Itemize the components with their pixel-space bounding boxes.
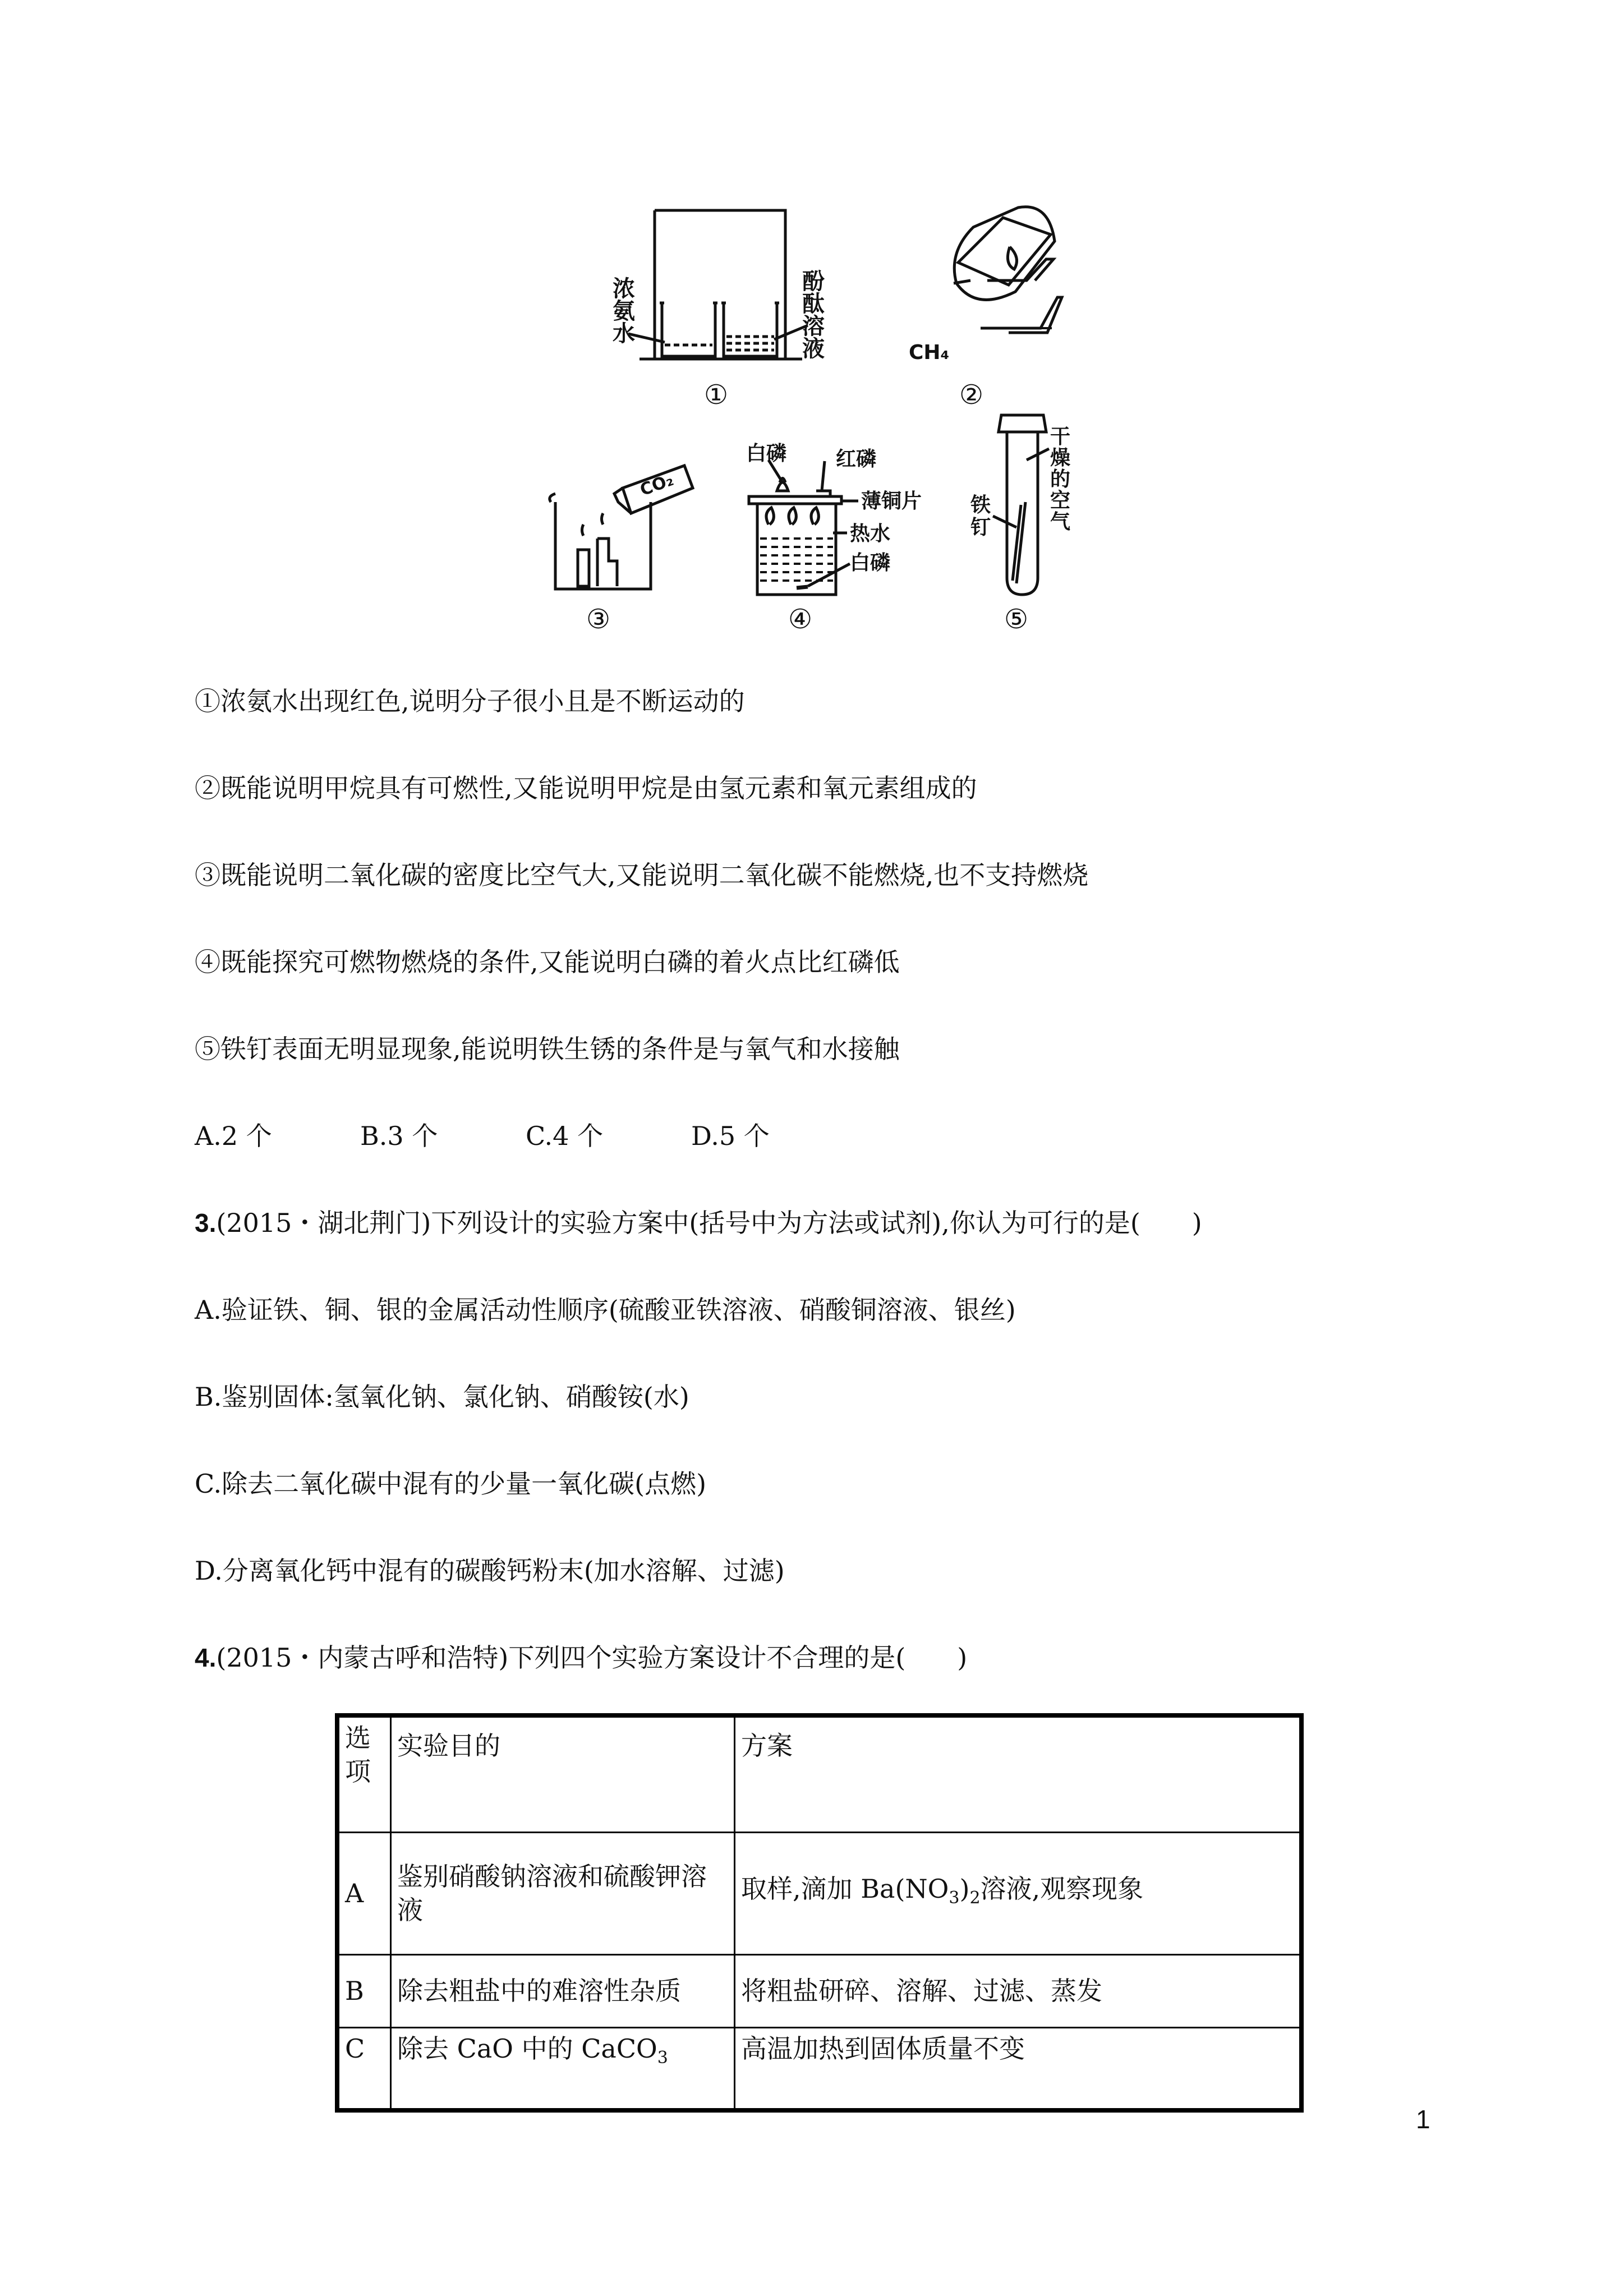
table-row [337, 1954, 1301, 2027]
label-ammonia-1: 浓 [613, 276, 635, 302]
header-option [337, 1715, 391, 1832]
statement-4: ④既能探究可燃物燃烧的条件,又能说明白磷的着火点比红磷低 [195, 947, 900, 977]
row-b-plan: 将粗盐研碎、溶解、过滤、蒸发 [735, 1954, 1302, 2027]
row-c-purpose-sub: 3 [657, 2047, 668, 2068]
figure-number-5: ⑤ [1004, 604, 1029, 635]
row-a-plan-text: 取样,滴加 Ba(NO [741, 1873, 949, 1904]
label-phenol-4: 液 [802, 336, 825, 362]
row-a-plan-post: 溶液,观察现象 [980, 1873, 1144, 1904]
test-tube-diagram [993, 415, 1049, 595]
label-dry-air-5: 气 [1050, 510, 1071, 533]
label-ammonia-2: 氨 [613, 298, 635, 324]
label-phenol-1: 酚 [802, 269, 825, 295]
statement-2: ②既能说明甲烷具有可燃性,又能说明甲烷是由氢元素和氧元素组成的 [195, 773, 977, 803]
methane-diagram [954, 207, 1062, 333]
label-phenol-3: 溶 [802, 314, 825, 339]
page-number: 1 [1416, 2105, 1430, 2134]
statement-3: ③既能说明二氧化碳的密度比空气大,又能说明二氧化碳不能燃烧,也不支持燃烧 [195, 860, 1089, 890]
q3-option-b[interactable]: B.鉴别固体:氢氧化钠、氯化钠、硝酸铵(水) [195, 1382, 689, 1412]
label-dry-air-2: 燥 [1050, 447, 1071, 470]
q2-option-a[interactable]: A.2 个 [195, 1121, 272, 1151]
row-a-purpose-1: 鉴别硝酸钠溶液和硫酸钾溶 [397, 1861, 707, 1892]
row-a-plan [735, 1832, 1302, 1954]
label-nail-2: 钉 [970, 516, 991, 539]
label-white-p-bottom: 白磷 [850, 551, 891, 574]
label-white-p-top: 白磷 [746, 442, 787, 465]
figure-number-4: ④ [788, 604, 813, 635]
q2-options [195, 1119, 770, 1153]
label-hot-water: 热水 [850, 522, 891, 545]
row-b-option: B [337, 1954, 391, 2027]
row-b-purpose: 除去粗盐中的难溶性杂质 [391, 1954, 735, 2027]
experiment-table [335, 1713, 1304, 2113]
label-dry-air-4: 空 [1050, 489, 1071, 512]
experiment-figure [0, 0, 1624, 651]
q2-option-b[interactable]: B.3 个 [360, 1121, 438, 1151]
q3-option-c[interactable]: C.除去二氧化碳中混有的少量一氧化碳(点燃) [195, 1469, 707, 1499]
row-c-plan: 高温加热到固体质量不变 [735, 2027, 1302, 2110]
q3-option-a[interactable]: A.验证铁、铜、银的金属活动性顺序(硫酸亚铁溶液、硝酸铜溶液、银丝) [195, 1295, 1016, 1325]
figure-number-1: ① [704, 379, 729, 411]
figure-number-2: ② [959, 379, 984, 411]
header-option-2: 项 [345, 1756, 371, 1787]
header-plan: 方案 [735, 1715, 1302, 1832]
q3-text: (2015・湖北荆门)下列设计的实验方案中(括号中为方法或试剂),你认为可行的是( ) [216, 1208, 1202, 1238]
row-a-plan-sub2: 2 [969, 1888, 981, 1908]
q3-number: 3. [195, 1208, 217, 1237]
q2-option-d[interactable]: D.5 个 [691, 1121, 770, 1151]
row-a-plan-sub: 3 [949, 1888, 960, 1908]
label-phenol-2: 酞 [802, 291, 825, 317]
row-a-purpose [391, 1832, 735, 1954]
q3-stem [195, 1206, 1202, 1240]
row-a-plan-mid: ) [959, 1873, 970, 1904]
label-dry-air-1: 干 [1050, 425, 1071, 448]
header-purpose: 实验目的 [391, 1715, 735, 1832]
phosphorus-diagram [749, 460, 858, 595]
row-a-option: A [337, 1832, 391, 1954]
label-dry-air-3: 的 [1050, 468, 1071, 491]
label-ch4: CH₄ [909, 341, 950, 364]
label-ammonia-3: 水 [613, 321, 635, 347]
row-c-purpose [391, 2027, 735, 2110]
q4-stem [195, 1641, 967, 1674]
statement-5: ⑤铁钉表面无明显现象,能说明铁生锈的条件是与氧气和水接触 [195, 1034, 900, 1064]
figure-number-3: ③ [586, 604, 611, 635]
q4-number: 4. [195, 1643, 217, 1672]
label-red-p: 红磷 [836, 448, 877, 471]
header-option-1: 选 [345, 1723, 371, 1753]
q4-text: (2015・内蒙古呼和浩特)下列四个实验方案设计不合理的是( ) [216, 1642, 968, 1673]
row-c-option: C [337, 2027, 391, 2110]
q3-option-d[interactable]: D.分离氧化钙中混有的碳酸钙粉末(加水溶解、过滤) [195, 1556, 785, 1586]
table-header-row [337, 1715, 1301, 1832]
label-nail-1: 铁 [970, 494, 991, 517]
table-row [337, 2027, 1301, 2110]
table-row [337, 1832, 1301, 1954]
row-c-purpose-text: 除去 CaO 中的 CaCO [397, 2033, 657, 2064]
q2-option-c[interactable]: C.4 个 [526, 1121, 604, 1151]
label-copper: 薄铜片 [861, 490, 922, 513]
label-co2: CO₂ [637, 470, 677, 500]
row-a-purpose-2: 液 [397, 1895, 423, 1925]
bell-jar-diagram [628, 210, 808, 359]
statement-1: ①浓氨水出现红色,说明分子很小且是不断运动的 [195, 686, 745, 716]
